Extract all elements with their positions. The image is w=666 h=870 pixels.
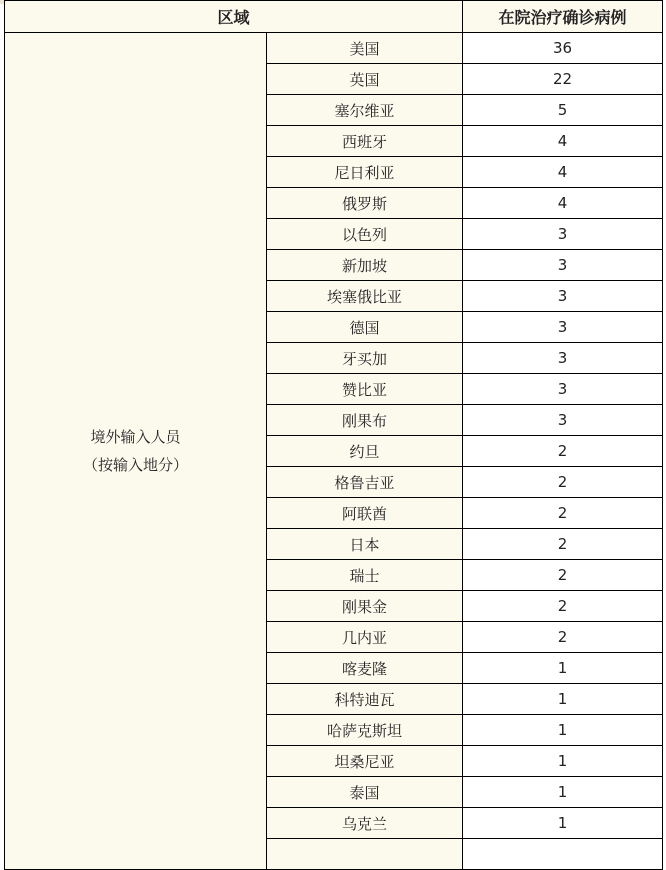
count-cell: 2	[463, 529, 663, 560]
region-sublabel: （按输入地分）	[82, 456, 188, 474]
count-cell: 4	[463, 126, 663, 157]
count-cell: 3	[463, 374, 663, 405]
region-label: 境外输入人员	[90, 428, 181, 446]
country-cell: 喀麦隆	[267, 653, 463, 684]
country-cell: 德国	[267, 312, 463, 343]
country-cell: 科特迪瓦	[267, 684, 463, 715]
country-cell: 以色列	[267, 219, 463, 250]
country-cell: 新加坡	[267, 250, 463, 281]
country-cell: 西班牙	[267, 126, 463, 157]
count-cell: 36	[463, 33, 663, 64]
country-cell: 泰国	[267, 777, 463, 808]
country-cell: 阿联酋	[267, 498, 463, 529]
count-cell: 4	[463, 157, 663, 188]
count-cell: 1	[463, 715, 663, 746]
count-cell: 4	[463, 188, 663, 219]
count-cell: 2	[463, 467, 663, 498]
count-cell: 2	[463, 622, 663, 653]
count-cell: 1	[463, 684, 663, 715]
count-cell: 2	[463, 498, 663, 529]
count-cell: 3	[463, 312, 663, 343]
count-cell: 1	[463, 653, 663, 684]
cases-table	[4, 0, 663, 870]
country-cell: 赞比亚	[267, 374, 463, 405]
country-cell: 尼日利亚	[267, 157, 463, 188]
country-cell: 俄罗斯	[267, 188, 463, 219]
count-cell: 3	[463, 219, 663, 250]
count-cell: 2	[463, 436, 663, 467]
country-cell: 刚果金	[267, 591, 463, 622]
country-cell: 格鲁吉亚	[267, 467, 463, 498]
country-cell: 牙买加	[267, 343, 463, 374]
count-cell: 3	[463, 250, 663, 281]
header-row	[5, 1, 663, 33]
header-cases: 在院治疗确诊病例	[463, 1, 663, 33]
header-region: 区域	[5, 1, 463, 33]
count-cell: 2	[463, 591, 663, 622]
count-cell: 2	[463, 560, 663, 591]
country-cell: 埃塞俄比亚	[267, 281, 463, 312]
table-body	[5, 33, 663, 870]
country-cell: 坦桑尼亚	[267, 746, 463, 777]
country-cell: 瑞士	[267, 560, 463, 591]
count-cell: 5	[463, 95, 663, 126]
country-cell: 刚果布	[267, 405, 463, 436]
count-cell: 22	[463, 64, 663, 95]
count-cell	[463, 839, 663, 870]
country-cell: 塞尔维亚	[267, 95, 463, 126]
country-cell: 哈萨克斯坦	[267, 715, 463, 746]
country-cell: 美国	[267, 33, 463, 64]
country-cell: 乌克兰	[267, 808, 463, 839]
table-row	[5, 33, 663, 64]
count-cell: 3	[463, 405, 663, 436]
country-cell: 几内亚	[267, 622, 463, 653]
count-cell: 3	[463, 343, 663, 374]
country-cell: 约旦	[267, 436, 463, 467]
country-cell: 日本	[267, 529, 463, 560]
country-cell: 英国	[267, 64, 463, 95]
country-cell	[267, 839, 463, 870]
count-cell: 1	[463, 746, 663, 777]
count-cell: 1	[463, 808, 663, 839]
count-cell: 3	[463, 281, 663, 312]
region-cell	[5, 33, 267, 870]
count-cell: 1	[463, 777, 663, 808]
